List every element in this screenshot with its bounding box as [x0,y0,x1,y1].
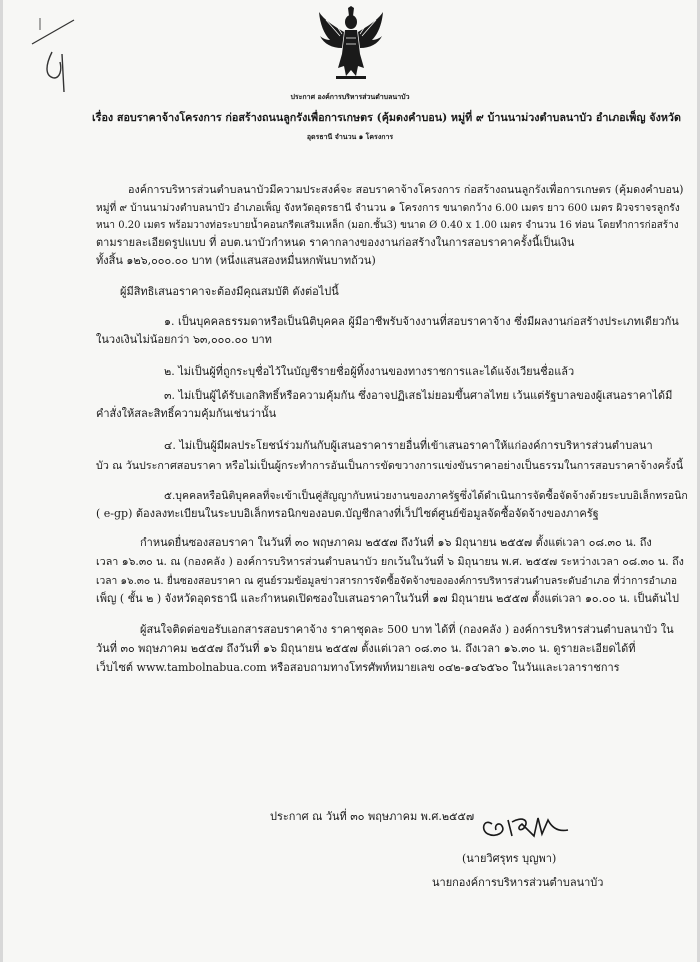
submission-paragraph-line: กำหนดยื่นซองสอบราคา ในวันที่ ๓๐ พฤษภาคม ๒๕๕๗ ถึงวันที่ ๑๖ มิถุนายน ๒๕๕๗ ตั้งแต่เวลา ๐๘.๓๐ น. ถึง [140,536,652,549]
intro-paragraph-line: ตามรายละเอียดรูปแบบ ที่ อบต.นาบัวกำหนด ราคากลางของงานก่อสร้างในการสอบราคาครั้งนี้เป็นเงิน [96,236,575,249]
qualification-item: ๓. ไม่เป็นผู้ได้รับเอกสิทธิ์หรือความคุ้มกัน ซึ่งอาจปฏิเสธไม่ยอมขึ้นศาลไทย เว้นแต่รัฐบาลของผู้เสนอราคาได้มี [164,389,673,402]
intro-paragraph-line: หมู่ที่ ๙ บ้านนาม่วงตำบลนาบัว อำเภอเพ็ญ จังหวัดอุดรธานี จำนวน ๑ โครงการ ขนาดกว้าง 6.00 เมตร ยาว 600 เมตร ผิวจราจรลูกรัง [96,202,680,214]
qualification-item: ๕.บุคคลหรือนิติบุคคลที่จะเข้าเป็นคู่สัญญากับหน่วยงานของภาครัฐซึ่งได้ดำเนินการจัดซื้อจัดจ้างด้วยระบบอิเล็กทรอนิก [164,490,688,502]
submission-paragraph-line: เวลา ๑๖.๓๐ น. ณ (กองคลัง ) องค์การบริหารส่วนตำบลนาบัว ยกเว้นในวันที่ ๖ มิถุนายน พ.ศ. ๒๕๕๗ ระหว่างเวลา ๐๘.๓๐ น. ถึง [96,555,684,568]
submission-paragraph-line: เพ็ญ ( ชั้น ๒ ) จังหวัดอุดรธานี และกำหนดเปิดซองใบเสนอราคาในวันที่ ๑๗ มิถุนายน ๒๕๕๗ ตั้งแต่เวลา ๑๐.๐๐ น. เป็นต้นไป [96,592,680,605]
qualification-item: ๔. ไม่เป็นผู้มีผลประโยชน์ร่วมกันกับผู้เสนอราคารายอื่นที่เข้าเสนอราคาให้แก่องค์การบริหารส่วนตำบลนา [164,439,653,452]
announcement-date: ประกาศ ณ วันที่ ๓๐ พฤษภาคม พ.ศ.๒๕๕๗ [270,810,475,823]
documents-paragraph-line: ผู้สนใจติดต่อขอรับเอกสารสอบราคาจ้าง ราคาชุดละ 500 บาท ได้ที่ (กองคลัง ) องค์การบริหารส่วนตำบลนาบัว ใน [140,623,674,636]
subject-line-1: เรื่อง สอบราคาจ้างโครงการ ก่อสร้างถนนลูกรังเพื่อการเกษตร (คุ้มดงคำบอน) หมู่ที่ ๙ บ้านนาม่วงตำบลนาบัว อำเภอเพ็ญ จังหวัด [92,111,681,124]
qualification-item: ๒. ไม่เป็นผู้ที่ถูกระบุชื่อไว้ในบัญชีรายชื่อผู้ทิ้งงานของทางราชการและได้แจ้งเวียนชื่อแล้ว [164,365,575,378]
signature-mark [478,810,574,846]
document-title: ประกาศ องค์การบริหารส่วนตำบลนาบัว [290,92,410,101]
garuda-emblem-icon [318,6,384,82]
qualification-item: ๑. เป็นบุคคลธรรมดาหรือเป็นนิติบุคคล ผู้มีอาชีพรับจ้างงานที่สอบราคาจ้าง ซึ่งมีผลงานก่อสร้างประเภทเดียวกัน [164,315,679,328]
signer-name: (นายวิศรุทร บุญพา) [462,852,557,865]
qualification-item: คำสั่งให้สละสิทธิ์ความคุ้มกันเช่นว่านั้น [96,407,277,420]
qualifications-heading: ผู้มีสิทธิเสนอราคาจะต้องมีคุณสมบัติ ดังต่อไปนี้ [120,285,339,298]
intro-paragraph-line: หนา 0.20 เมตร พร้อมวางท่อระบายน้ำคอนกรีตเสริมเหล็ก (มอก.ชั้น3) ขนาด Ø 0.40 x 1.00 เมตร จำนวน 16 ท่อน โดยทำการก่อสร้าง [96,220,679,231]
submission-paragraph-line: เวลา ๑๖.๓๐ น. ยื่นซองสอบราคา ณ ศูนย์รวมข้อมูลข่าวสารการจัดซื้อจัดจ้างขององค์การบริหารส่วนตำบลระดับอำเภอ ที่ว่าการอำเภอ [96,575,677,587]
intro-paragraph-line: องค์การบริหารส่วนตำบลนาบัวมีความประสงค์จะ สอบราคาจ้างโครงการ ก่อสร้างถนนลูกรังเพื่อการเกษตร (คุ้มดงคำบอน) [128,183,684,196]
qualification-item: บัว ณ วันประกาศสอบราคา หรือไม่เป็นผู้กระทำการอันเป็นการขัดขวางการแข่งขันราคาอย่างเป็นธรรมในการสอบราคาจ้างครั้งนี้ [96,459,684,472]
intro-paragraph-line: ทั้งสิ้น ๑๒๖,๐๐๐.๐๐ บาท (หนึ่งแสนสองหมื่นหกพันบาทถ้วน) [96,254,376,267]
handwritten-page-mark [30,14,80,94]
signer-title: นายกองค์การบริหารส่วนตำบลนาบัว [432,876,604,889]
page-edge-left [0,0,3,962]
qualification-item: ในวงเงินไม่น้อยกว่า ๖๓,๐๐๐.๐๐ บาท [96,333,272,346]
documents-paragraph-line: เว็บไซต์ www.tambolnabua.com หรือสอบถามทางโทรศัพท์หมายเลข ๐๔๒-๑๔๖๕๖๐ ในวันและเวลาราชการ [96,661,620,674]
subject-line-2: อุดรธานี จำนวน ๑ โครงการ [306,132,394,141]
qualification-item: ( e-gp) ต้องลงทะเบียนในระบบอิเล็กทรอนิกของอบต.บัญชีกลางที่เว็ปไซต์ศูนย์ข้อมูลจัดซื้อจัดจ้างของภาครัฐ [96,507,599,520]
documents-paragraph-line: วันที่ ๓๐ พฤษภาคม ๒๕๕๗ ถึงวันที่ ๑๖ มิถุนายน ๒๕๕๗ ตั้งแต่เวลา ๐๘.๓๐ น. ถึงเวลา ๑๖.๓๐ น. ดูรายละเอียดได้ที่ [96,642,636,655]
